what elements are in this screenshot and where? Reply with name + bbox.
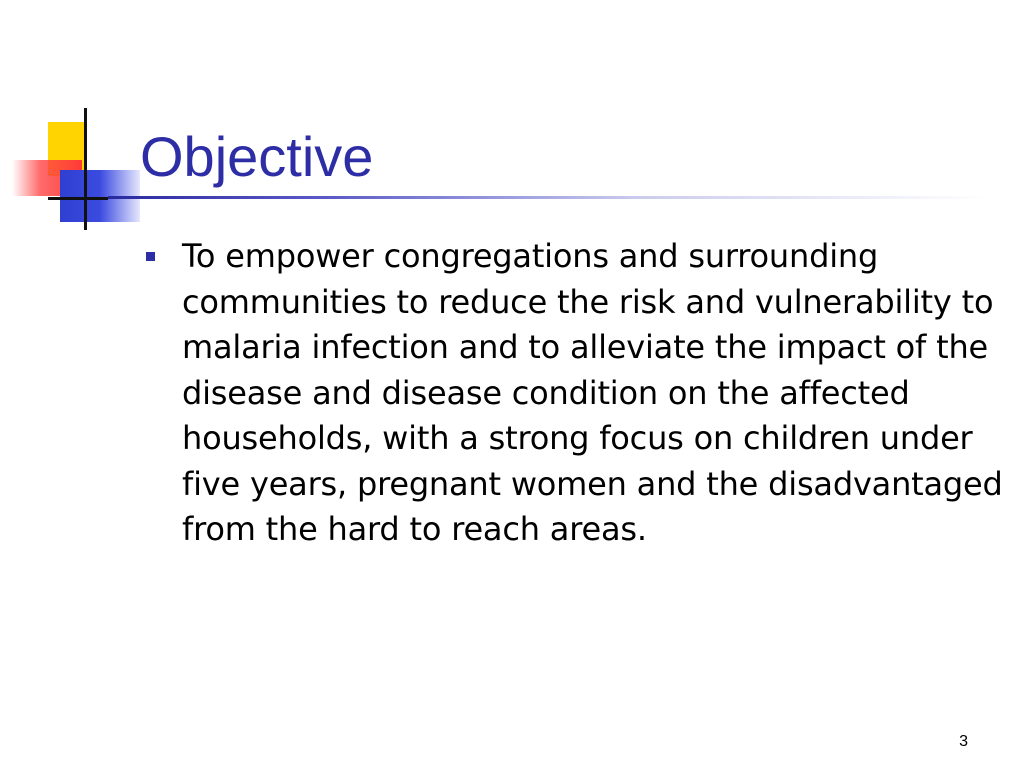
horizontal-line-decoration [48, 197, 108, 200]
vertical-line-decoration [84, 108, 87, 230]
corner-logo-decoration [0, 100, 150, 240]
bullet-text: To empower congregations and surrounding communities to reduce the risk and vulnerability to malaria infection and to alleviate the impact of the disease and disease condition on the affected households, with a strong focus on children under five years, pregnant women and the disadvantaged from the hard to reach areas. [182, 237, 1003, 548]
slide-content [144, 234, 1014, 553]
slide-number: 3 [959, 733, 968, 750]
slide-title: Objective [140, 125, 374, 188]
bullet-item [144, 234, 1014, 553]
title-underline [108, 196, 988, 199]
square-bullet-icon [146, 252, 155, 261]
